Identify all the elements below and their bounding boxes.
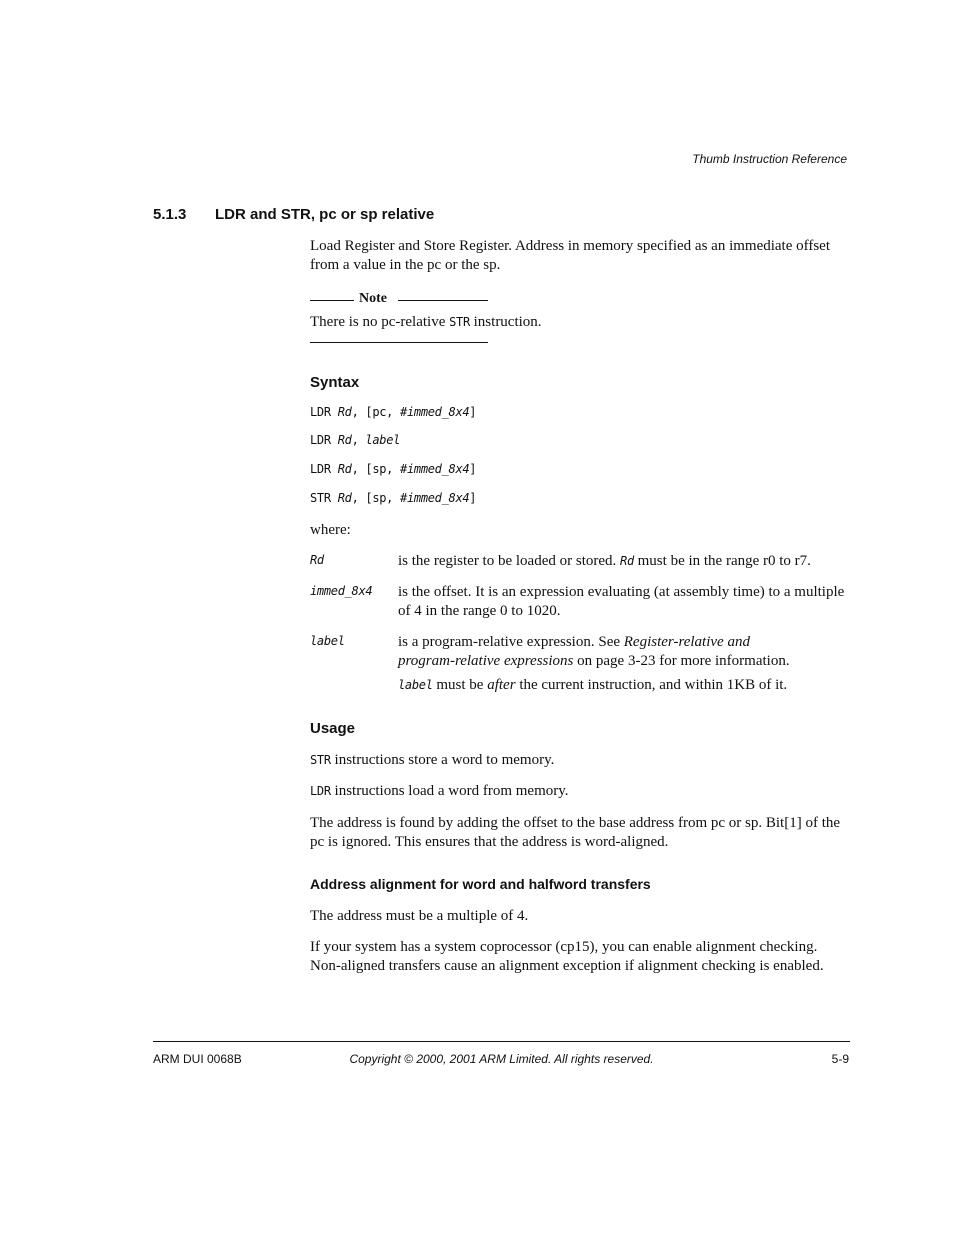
syntax-mid: , [sp, # xyxy=(351,491,407,505)
intro-line-1: Load Register and Store Register. Address in memory specified as an immediate offset xyxy=(310,238,831,254)
def-rd-text-1: is the register to be loaded or stored. xyxy=(398,553,621,569)
syntax-line-1 xyxy=(310,405,476,419)
syntax-mid: , xyxy=(351,433,366,447)
syntax-op: LDR xyxy=(310,433,338,447)
usage-ldr-code: LDR xyxy=(310,784,331,798)
syntax-op: LDR xyxy=(310,405,338,419)
def-body-immed xyxy=(398,583,853,621)
usage-heading: Usage xyxy=(310,720,356,737)
usage-str-line xyxy=(310,751,554,770)
def-rd-text-2: must be in the range r0 to r7. xyxy=(633,553,811,569)
alignment-p2-line-2: Non-aligned transfers cause an alignment exception if alignment checking is enabled. xyxy=(310,958,824,974)
syntax-line-2 xyxy=(310,433,400,447)
def-body-label xyxy=(398,633,853,671)
syntax-op: STR xyxy=(310,491,338,505)
footer-page-number: 5-9 xyxy=(831,1052,849,1066)
intro-line-2: from a value in the pc or the sp. xyxy=(310,257,501,273)
syntax-rd: Rd xyxy=(337,433,352,447)
syntax-mid: , [sp, # xyxy=(351,462,407,476)
syntax-end: ] xyxy=(469,405,477,419)
syntax-arg: immed_8x4 xyxy=(406,491,470,505)
def-label-text: is a program-relative expression. See xyxy=(398,634,624,650)
running-head: Thumb Instruction Reference xyxy=(692,152,847,166)
def-rd-code: Rd xyxy=(620,554,634,568)
section-number: 5.1.3 xyxy=(153,206,187,223)
def-label-emphasis: after xyxy=(487,677,516,693)
usage-ldr-text: instructions load a word from memory. xyxy=(330,783,569,799)
footer-doc-id: ARM DUI 0068B xyxy=(153,1052,242,1066)
def-label-text: must be xyxy=(432,677,488,693)
note-code-str: STR xyxy=(449,315,470,329)
usage-ldr-line xyxy=(310,782,569,801)
cross-ref-link[interactable]: Register-relative and xyxy=(623,634,750,650)
def-term-label: label xyxy=(310,634,345,648)
usage-str-text: instructions store a word to memory. xyxy=(330,752,555,768)
syntax-mid: , [pc, # xyxy=(351,405,407,419)
syntax-rd: Rd xyxy=(337,405,352,419)
intro-paragraph xyxy=(310,237,855,275)
def-label-line-3 xyxy=(398,676,853,695)
note-label: Note xyxy=(359,291,387,306)
syntax-end: ] xyxy=(469,491,477,505)
footer-rule xyxy=(153,1041,850,1042)
footer-copyright: Copyright © 2000, 2001 ARM Limited. All rights reserved. xyxy=(349,1052,654,1066)
alignment-paragraph-2 xyxy=(310,938,855,976)
def-immed-line-1: is the offset. It is an expression evaluating (at assembly time) to a multiple xyxy=(398,584,845,600)
alignment-p2-line-1: If your system has a system coprocessor (cp15), you can enable alignment checking. xyxy=(310,939,818,955)
note-rule-right xyxy=(398,300,488,301)
note-rule-bottom xyxy=(310,342,488,343)
syntax-end: ] xyxy=(469,462,477,476)
where-label: where: xyxy=(310,522,351,538)
syntax-rd: Rd xyxy=(337,462,352,476)
def-label-text: the current instruction, and within 1KB of it. xyxy=(515,677,788,693)
cross-ref-link[interactable]: program-relative expressions xyxy=(398,653,574,669)
def-term-immed: immed_8x4 xyxy=(310,584,373,598)
note-text xyxy=(310,313,542,332)
def-label-line-1 xyxy=(398,633,853,652)
syntax-arg: label xyxy=(365,433,401,447)
syntax-arg: immed_8x4 xyxy=(406,462,470,476)
syntax-line-4 xyxy=(310,491,476,505)
def-immed-line-2: of 4 in the range 0 to 1020. xyxy=(398,603,561,619)
alignment-heading: Address alignment for word and halfword transfers xyxy=(310,876,651,892)
def-label-text: on page 3-23 for more information. xyxy=(573,653,790,669)
def-label-line-2 xyxy=(398,652,853,671)
def-label-code: label xyxy=(398,678,433,692)
section-title: LDR and STR, pc or sp relative xyxy=(215,206,435,223)
note-text-after: instruction. xyxy=(469,314,542,330)
syntax-arg: immed_8x4 xyxy=(406,405,470,419)
def-term-rd: Rd xyxy=(310,553,324,567)
usage-paragraph-line-1: The address is found by adding the offset to the base address from pc or sp. Bit[1] of the xyxy=(310,815,841,831)
syntax-rd: Rd xyxy=(337,491,352,505)
syntax-op: LDR xyxy=(310,462,338,476)
syntax-heading: Syntax xyxy=(310,374,360,391)
def-body-rd xyxy=(398,552,853,571)
note-text-before: There is no pc-relative xyxy=(310,314,450,330)
usage-str-code: STR xyxy=(310,753,331,767)
note-rule-left xyxy=(310,300,354,301)
usage-paragraph-line-2: pc is ignored. This ensures that the address is word-aligned. xyxy=(310,834,669,850)
syntax-line-3 xyxy=(310,462,476,476)
alignment-paragraph-1: The address must be a multiple of 4. xyxy=(310,908,529,924)
usage-paragraph xyxy=(310,814,855,852)
